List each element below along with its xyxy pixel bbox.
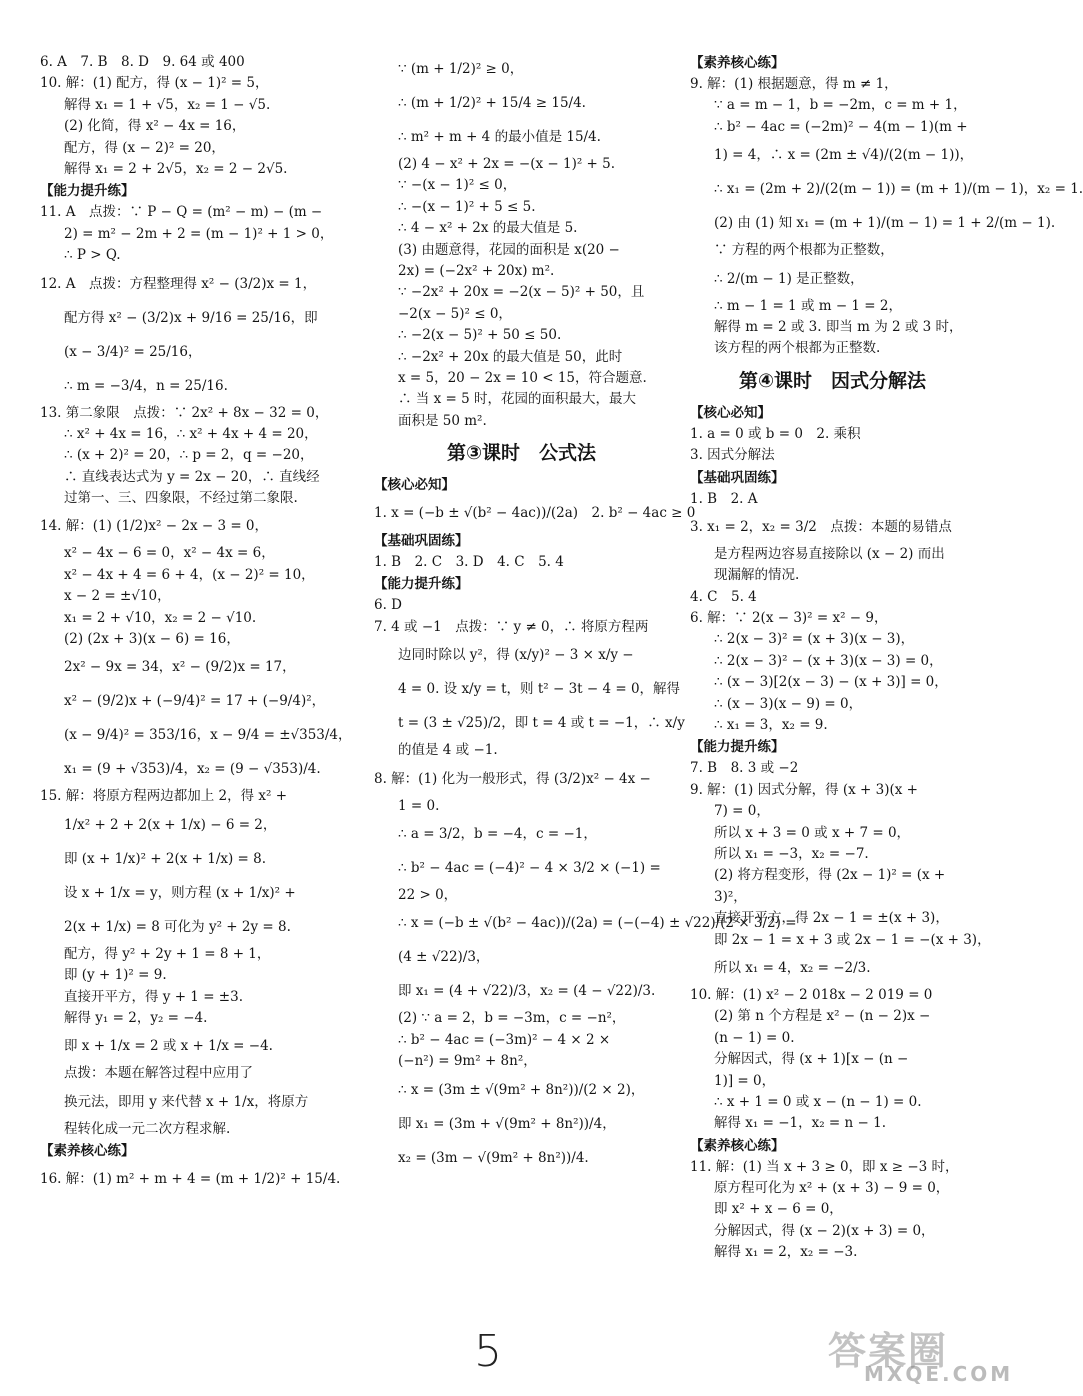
answer-line: 面积是 50 m². bbox=[398, 412, 487, 429]
answer-line: 9. 解：(1) 根据题意，得 m ≠ 1， bbox=[690, 76, 898, 92]
answer-line: ∴ P > Q. bbox=[64, 247, 121, 264]
answer-line: ∴ x = (−b ± √(b² − 4ac))/(2a) = (−(−4) ± √22)/(2 × 3/2) = bbox=[398, 915, 797, 932]
answer-line: 4 = 0. 设 x/y = t，则 t² − 3t − 4 = 0，解得 bbox=[398, 681, 681, 698]
answer-line: ∴ m = −3/4，n = 25/16. bbox=[64, 377, 228, 394]
answer-line: 1. B 2. C 3. D 4. C 5. 4 bbox=[374, 554, 564, 571]
answer-line: ∴ −2x² + 20x 的最大值是 50，此时 bbox=[398, 348, 623, 365]
answer-line: 10. 解：(1) 配方，得 (x − 1)² = 5， bbox=[40, 75, 269, 92]
answer-line: 程转化成一元二次方程求解. bbox=[64, 1120, 231, 1137]
answer-line: ∴ b² − 4ac = (−3m)² − 4 × 2 × bbox=[398, 1031, 611, 1048]
answer-line: 所以 x₁ = −3，x₂ = −7. bbox=[714, 845, 869, 862]
answer-line: ∴ 直线表达式为 y = 2x − 20，∴ 直线经 bbox=[64, 468, 320, 485]
answer-line: 即 2x − 1 = x + 3 或 2x − 1 = −(x + 3)， bbox=[714, 931, 991, 948]
answer-line: ∴ x₁ = (2m + 2)/(2(m − 1)) = (m + 1)/(m − 1)，x₂ = 1. bbox=[714, 181, 1083, 198]
answer-line: (2) 由 (1) 知 x₁ = (m + 1)/(m − 1) = 1 + 2/(m − 1). bbox=[714, 215, 1056, 232]
answer-line: 所以 x + 3 = 0 或 x + 7 = 0， bbox=[714, 824, 911, 841]
answer-line: ∴ x² + 4x = 16，∴ x² + 4x + 4 = 20， bbox=[64, 425, 318, 442]
section-label: 【基础巩固练】 bbox=[374, 533, 469, 550]
section-label: 【素养核心练】 bbox=[690, 1137, 785, 1154]
answer-line: 2x² − 9x = 34，x² − (9/2)x = 17， bbox=[64, 659, 296, 676]
answer-line: ∴ 2(x − 3)² = (x + 3)(x − 3)， bbox=[714, 631, 915, 648]
answer-line: 4. C 5. 4 bbox=[690, 588, 757, 605]
answer-line: 7) = 0， bbox=[714, 803, 770, 820]
answer-line: 1. a = 0 或 b = 0 2. 乘积 bbox=[690, 425, 861, 442]
answer-line: 6. D bbox=[374, 597, 402, 614]
answer-line: ∴ b² − 4ac = (−2m)² − 4(m − 1)(m + bbox=[714, 118, 968, 135]
section-label: 【核心必知】 bbox=[374, 477, 455, 494]
answer-line: x² − 4x − 6 = 0，x² − 4x = 6， bbox=[64, 545, 275, 562]
answer-line: ∴ b² − 4ac = (−4)² − 4 × 3/2 × (−1) = bbox=[398, 860, 661, 877]
answer-line: ∴ a = 3/2，b = −4，c = −1， bbox=[398, 826, 597, 843]
answer-line: 14. 解：(1) (1/2)x² − 2x − 3 = 0， bbox=[40, 518, 269, 535]
watermark-text: 答案圈 bbox=[828, 1329, 949, 1373]
answer-line: 原方程可化为 x² + (x + 3) − 9 = 0， bbox=[714, 1180, 950, 1197]
answer-line: ∴ (x − 3)[2(x − 3) − (x + 3)] = 0， bbox=[714, 674, 948, 691]
answer-line: 解得 x₁ = 2，x₂ = −3. bbox=[714, 1244, 858, 1261]
answer-line: ∴ 当 x = 5 时，花园的面积最大，最大 bbox=[398, 391, 636, 408]
answer-line: 9. 解：(1) 因式分解，得 (x + 3)(x + bbox=[690, 781, 918, 798]
section-label: 【能力提升练】 bbox=[690, 739, 785, 756]
answer-line: (3) 由题意得，花园的面积是 x(20 − bbox=[398, 241, 620, 258]
section-label: 【核心必知】 bbox=[690, 404, 771, 421]
answer-line: 是方程两边容易直接除以 (x − 2) 而出 bbox=[714, 545, 945, 562]
answer-line: 1)] = 0， bbox=[714, 1072, 776, 1089]
lesson-heading: 第③课时 公式法 bbox=[446, 442, 597, 465]
answer-line: 7. B 8. 3 或 −2 bbox=[690, 760, 799, 777]
section-label: 【能力提升练】 bbox=[374, 576, 469, 593]
answer-line: 3. 因式分解法 bbox=[690, 447, 775, 464]
answer-line: 3)²， bbox=[714, 888, 747, 905]
handwritten-page-number: 5 bbox=[474, 1326, 502, 1377]
answer-line: ∴ m − 1 = 1 或 m − 1 = 2， bbox=[714, 297, 902, 314]
answer-line: ∴ (m + 1/2)² + 15/4 ≥ 15/4. bbox=[398, 95, 586, 111]
answer-line: 配方，得 y² + 2y + 1 = 8 + 1， bbox=[64, 945, 271, 962]
answer-line: (−n²) = 9m² + 8n²， bbox=[398, 1053, 537, 1070]
answer-line: ∴ −2(x − 5)² + 50 ≤ 50. bbox=[398, 327, 562, 344]
answer-line: (2) 第 n 个方程是 x² − (n − 2)x − bbox=[714, 1008, 931, 1025]
answer-line: ∴ x + 1 = 0 或 x − (n − 1) = 0. bbox=[714, 1093, 922, 1110]
answer-line: 即 x₁ = (4 + √22)/3，x₂ = (4 − √22)/3. bbox=[398, 983, 656, 1000]
answer-line: 8. 解：(1) 化为一般形式，得 (3/2)x² − 4x − bbox=[374, 770, 651, 787]
answer-line: 分解因式，得 (x − 2)(x + 3) = 0， bbox=[714, 1222, 935, 1239]
answer-line: −2(x − 5)² ≤ 0， bbox=[398, 305, 512, 322]
answer-line: 1. B 2. A bbox=[690, 490, 758, 507]
answer-line: 1 = 0. bbox=[398, 797, 440, 814]
section-label: 【基础巩固练】 bbox=[690, 469, 785, 486]
answer-line: ∵ −(x − 1)² ≤ 0， bbox=[398, 177, 517, 194]
answer-line: 即 (y + 1)² = 9. bbox=[64, 967, 167, 984]
answer-line: 16. 解：(1) m² + m + 4 = (m + 1/2)² + 15/4. bbox=[40, 1171, 341, 1188]
answer-line: 解得 m = 2 或 3. 即当 m 为 2 或 3 时， bbox=[714, 318, 963, 335]
answer-line: 解得 x₁ = 1 + √5，x₂ = 1 − √5. bbox=[64, 96, 271, 113]
answer-line: (x − 3/4)² = 25/16， bbox=[64, 343, 202, 360]
watermark-url: MXQE.COM bbox=[864, 1362, 1014, 1386]
answer-line: 2(x + 1/x) = 8 可化为 y² + 2y = 8. bbox=[64, 918, 291, 935]
answer-line: 即 x² + x − 6 = 0， bbox=[714, 1201, 843, 1218]
answer-line: ∵ −2x² + 20x = −2(x − 5)² + 50，且 bbox=[398, 284, 645, 301]
answer-line: 1. x = (−b ± √(b² − 4ac))/(2a) 2. b² − 4ac ≥ 0 bbox=[374, 505, 696, 522]
answer-line: ∴ m² + m + 4 的最小值是 15/4. bbox=[398, 129, 601, 145]
answer-line: 11. 解：(1) 当 x + 3 ≥ 0，即 x ≥ −3 时， bbox=[690, 1158, 959, 1175]
answer-line: 7. 4 或 −1 点拨：∵ y ≠ 0，∴ 将原方程两 bbox=[374, 618, 649, 635]
answer-line: 11. A 点拨：∵ P − Q = (m² − m) − (m − bbox=[40, 204, 323, 221]
answer-line: (n − 1) = 0. bbox=[714, 1029, 795, 1046]
answer-line: 1) = 4，∴ x = (2m ± √4)/(2(m − 1))， bbox=[714, 147, 974, 164]
answer-line: 设 x + 1/x = y，则方程 (x + 1/x)² + bbox=[64, 884, 296, 901]
answer-line: 12. A 点拨：方程整理得 x² − (3/2)x = 1， bbox=[40, 275, 317, 292]
answer-line: x₁ = 2 + √10，x₂ = 2 − √10. bbox=[64, 609, 257, 626]
answer-line: (2) 4 − x² + 2x = −(x − 1)² + 5. bbox=[398, 156, 616, 172]
answer-line: 6. A 7. B 8. D 9. 64 或 400 bbox=[40, 54, 245, 70]
answer-line: ∴ (x + 2)² = 20，∴ p = 2，q = −20， bbox=[64, 447, 314, 464]
answer-line: ∴ x = (3m ± √(9m² + 8n²))/(2 × 2)， bbox=[398, 1081, 645, 1098]
answer-line: 过第一、三、四象限，不经过第二象限. bbox=[64, 490, 298, 507]
answer-line: 的值是 4 或 −1. bbox=[398, 742, 498, 759]
answer-line: t = (3 ± √25)/2，即 t = 4 或 t = −1，∴ x/y bbox=[398, 715, 685, 732]
answer-line: (2) 将方程变形，得 (2x − 1)² = (x + bbox=[714, 867, 946, 884]
answer-line: x₁ = (9 + √353)/4，x₂ = (9 − √353)/4. bbox=[64, 761, 321, 778]
answer-column-left bbox=[40, 52, 352, 1196]
answer-line: 6. 解：∵ 2(x − 3)² = x² − 9， bbox=[690, 610, 888, 627]
answer-line: 该方程的两个根都为正整数. bbox=[714, 340, 881, 357]
answer-line: 现漏解的情况. bbox=[714, 567, 800, 584]
answer-line: x − 2 = ±√10， bbox=[64, 588, 171, 605]
answer-line: 所以 x₁ = 4，x₂ = −2/3. bbox=[714, 959, 871, 976]
answer-line: (x − 9/4)² = 353/16，x − 9/4 = ±√353/4， bbox=[64, 727, 352, 744]
section-label: 【能力提升练】 bbox=[40, 183, 135, 200]
answer-line: (4 ± √22)/3， bbox=[398, 949, 490, 966]
answer-line: 配方，得 (x − 2)² = 20， bbox=[64, 139, 225, 156]
answer-line: x₂ = (3m − √(9m² + 8n²))/4. bbox=[398, 1149, 589, 1166]
answer-line: 即 (x + 1/x)² + 2(x + 1/x) = 8. bbox=[64, 850, 267, 867]
answer-line: 10. 解：(1) x² − 2 018x − 2 019 = 0 bbox=[690, 986, 933, 1003]
answer-line: ∴ −(x − 1)² + 5 ≤ 5. bbox=[398, 198, 536, 215]
answer-line: 点拨：本题在解答过程中应用了 bbox=[64, 1065, 253, 1082]
answer-column-right bbox=[690, 52, 1083, 1264]
answer-line: ∴ x₁ = 3，x₂ = 9. bbox=[714, 717, 828, 734]
answer-line: (2) 化简，得 x² − 4x = 16， bbox=[64, 118, 246, 135]
answer-line: 解得 y₁ = 2，y₂ = −4. bbox=[64, 1009, 208, 1026]
lesson-heading: 第④课时 因式分解法 bbox=[738, 369, 927, 392]
answer-line: 2) = m² − 2m + 2 = (m − 1)² + 1 > 0， bbox=[64, 225, 334, 242]
answer-line: ∵ (m + 1/2)² ≥ 0， bbox=[398, 61, 524, 77]
answer-line: x² − (9/2)x + (−9/4)² = 17 + (−9/4)²， bbox=[64, 693, 326, 710]
answer-line: 13. 第二象限 点拨：∵ 2x² + 8x − 32 = 0， bbox=[40, 404, 329, 421]
answer-line: 3. x₁ = 2，x₂ = 3/2 点拨：本题的易错点 bbox=[690, 518, 952, 535]
answer-line: ∴ 4 − x² + 2x 的最大值是 5. bbox=[398, 220, 578, 237]
answer-line: 直接开平方，得 2x − 1 = ±(x + 3)， bbox=[714, 910, 949, 927]
watermark-logo bbox=[820, 1318, 1014, 1388]
answer-line: 配方得 x² − (3/2)x + 9/16 = 25/16，即 bbox=[64, 309, 318, 326]
answer-line: 1/x² + 2 + 2(x + 1/x) − 6 = 2， bbox=[64, 816, 277, 833]
section-label: 【素养核心练】 bbox=[40, 1143, 135, 1160]
answer-line: x² − 4x + 4 = 6 + 4，(x − 2)² = 10， bbox=[64, 566, 315, 583]
section-label: 【素养核心练】 bbox=[690, 55, 785, 71]
answer-line: 解得 x₁ = −1，x₂ = n − 1. bbox=[714, 1115, 886, 1132]
answer-line: ∴ 2/(m − 1) 是正整数， bbox=[714, 270, 864, 287]
answer-line: ∵ 方程的两个根都为正整数， bbox=[714, 242, 894, 259]
answer-line: 分解因式，得 (x + 1)[x − (n − bbox=[714, 1051, 909, 1068]
answer-line: 15. 解：将原方程两边都加上 2，得 x² + bbox=[40, 788, 288, 805]
answer-line: x = 5，20 − 2x = 10 < 15，符合题意. bbox=[398, 369, 647, 386]
answer-line: ∴ 2(x − 3)² − (x + 3)(x − 3) = 0， bbox=[714, 652, 943, 669]
answer-line: ∵ a = m − 1，b = −2m，c = m + 1， bbox=[714, 97, 967, 114]
answer-line: 2x) = (−2x² + 20x) m². bbox=[398, 262, 555, 279]
answer-line: 即 x + 1/x = 2 或 x + 1/x = −4. bbox=[64, 1038, 273, 1055]
answer-line: 边同时除以 y²，得 (x/y)² − 3 × x/y − bbox=[398, 647, 634, 664]
answer-line: 解得 x₁ = 2 + 2√5，x₂ = 2 − 2√5. bbox=[64, 160, 288, 177]
answer-line: ∴ (x − 3)(x − 9) = 0， bbox=[714, 695, 863, 712]
answer-line: 换元法，即用 y 来代替 x + 1/x，将原方 bbox=[64, 1093, 309, 1110]
answer-line: (2) (2x + 3)(x − 6) = 16， bbox=[64, 631, 240, 648]
answer-line: 即 x₁ = (3m + √(9m² + 8n²))/4， bbox=[398, 1115, 616, 1132]
answer-line: 22 > 0， bbox=[398, 887, 458, 904]
answer-line: 直接开平方，得 y + 1 = ±3. bbox=[64, 988, 243, 1005]
answer-line: (2) ∵ a = 2，b = −3m，c = −n²， bbox=[398, 1010, 626, 1027]
